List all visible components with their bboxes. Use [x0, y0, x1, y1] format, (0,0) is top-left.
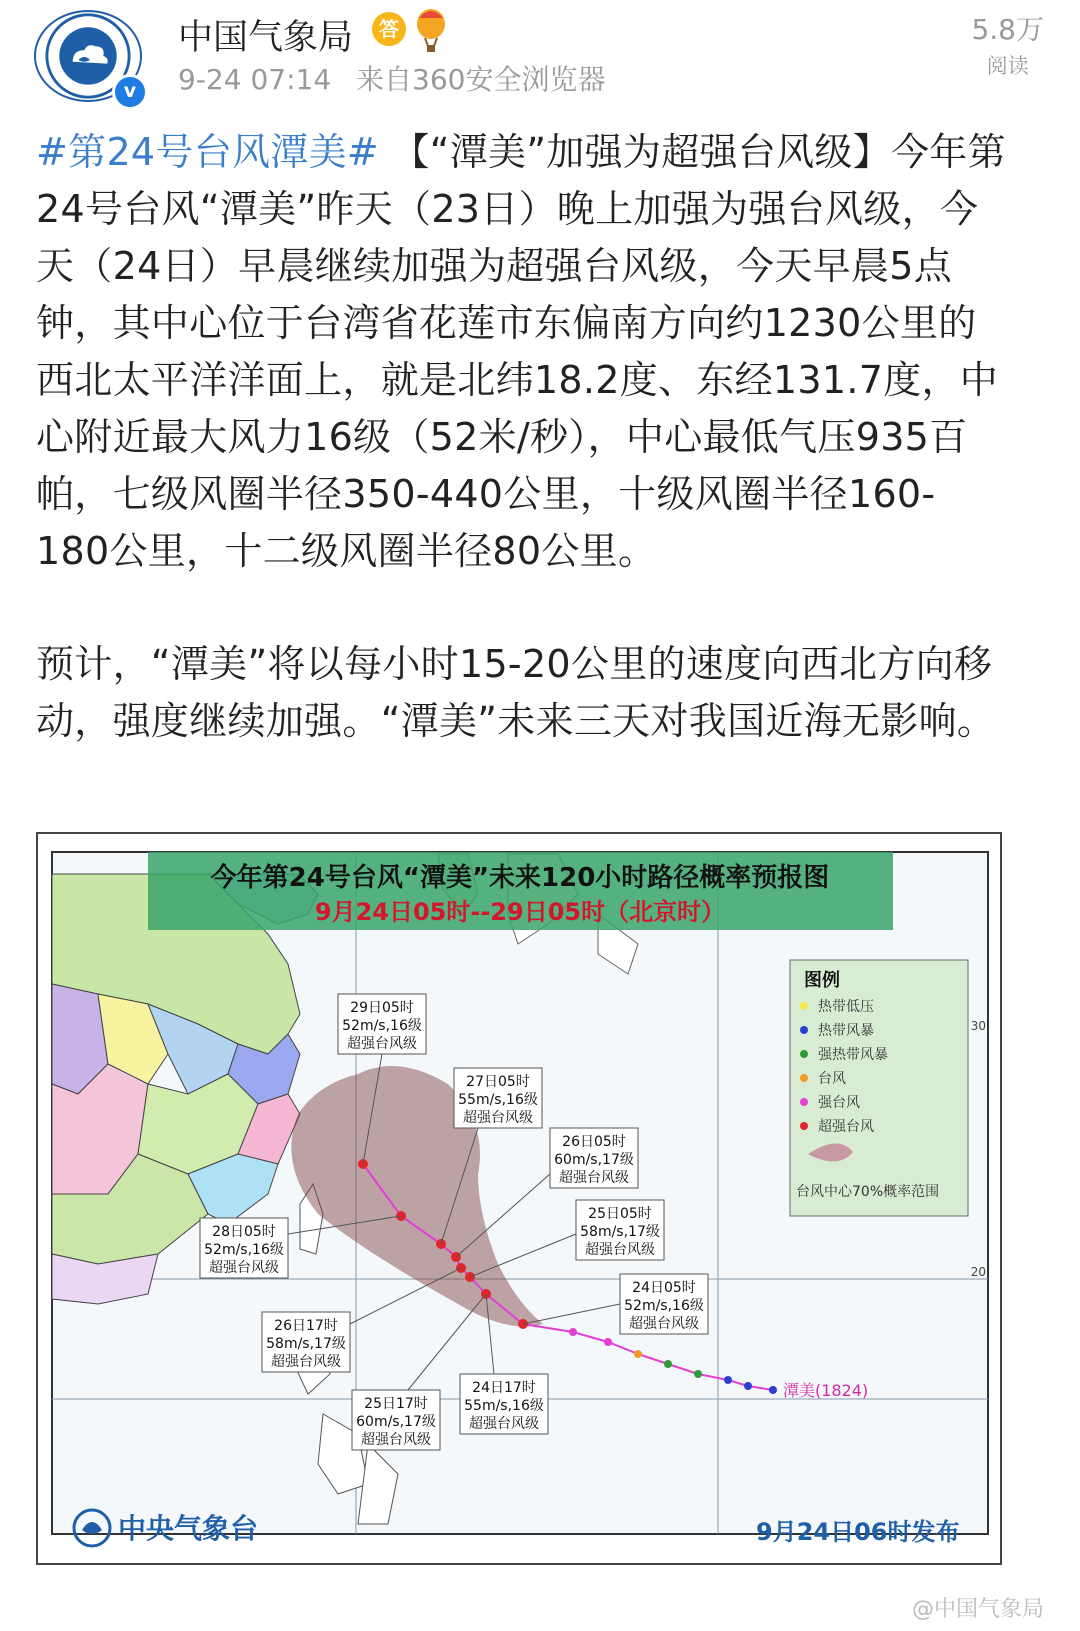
- annotation-24-05-speed: 52m/s,16级: [624, 1298, 704, 1314]
- view-count-number: 5.8万: [971, 13, 1044, 46]
- annotation-29-05-speed: 52m/s,16级: [342, 1018, 422, 1034]
- map-legend: [790, 960, 968, 1216]
- annotation-27-05-time: 27日05时: [466, 1074, 530, 1090]
- answer-badge-icon[interactable]: 答: [372, 12, 406, 46]
- legend-item-2: 热带风暴: [818, 1023, 874, 1039]
- annotation-24-17-speed: 55m/s,16级: [464, 1398, 544, 1414]
- annotation-25-05-speed: 58m/s,17级: [580, 1224, 660, 1240]
- annotation-29-05-cat: 超强台风级: [347, 1036, 417, 1052]
- typhoon-track-map[interactable]: [36, 832, 1002, 1565]
- post-body: [36, 124, 1008, 750]
- annotation-26-05-time: 26日05时: [562, 1134, 626, 1150]
- verified-badge-icon: v: [112, 74, 148, 110]
- legend-item-1: 热带低压: [818, 999, 874, 1015]
- annotation-26-17-speed: 58m/s,17级: [266, 1336, 346, 1352]
- legend-item-5: 强台风: [818, 1095, 860, 1111]
- agency-name: 中央气象台: [118, 1512, 259, 1545]
- legend-cone-label: 台风中心70%概率范围: [796, 1184, 940, 1200]
- annotation-25-17-speed: 60m/s,17级: [356, 1414, 436, 1430]
- post-time: 9-24 07:14: [178, 63, 332, 96]
- view-count: [971, 8, 1044, 80]
- post-paragraph-2: 预计，“潭美”将以每小时15-20公里的速度向西北方向移动，强度继续加强。“潭美”未来三天对我国近海无影响。: [36, 642, 996, 743]
- annotation-25-17-time: 25日17时: [364, 1396, 428, 1412]
- annotation-26-17-time: 26日17时: [274, 1318, 338, 1334]
- issue-time: 9月24日06时发布: [756, 1518, 960, 1546]
- annotation-24-05-time: 24日05时: [632, 1280, 696, 1296]
- annotation-24-17-time: 24日17时: [472, 1380, 536, 1396]
- lat-label-30: 30: [970, 1019, 986, 1033]
- legend-item-4: 台风: [818, 1071, 846, 1087]
- legend-item-3: 强热带风暴: [818, 1047, 888, 1063]
- annotation-24-05-cat: 超强台风级: [629, 1316, 699, 1332]
- view-count-label: 阅读: [986, 54, 1029, 78]
- annotation-25-17-cat: 超强台风级: [361, 1432, 431, 1448]
- storm-label: 潭美(1824): [783, 1381, 869, 1400]
- hot-air-balloon-icon[interactable]: [414, 8, 448, 54]
- annotation-26-17-cat: 超强台风级: [271, 1354, 341, 1370]
- post-source: 来自360安全浏览器: [356, 63, 606, 96]
- annotation-28-05-cat: 超强台风级: [209, 1260, 279, 1276]
- post-text-1: 【“潭美”加强为超强台风级】今年第24号台风“潭美”昨天（23日）晚上加强为强台风级，今天（24日）早晨继续加强为超强台风级，今天早晨5点钟，其中心位于台湾省花莲市东偏南方向约1230公里的西北太平洋洋面上，就是北纬18.2度、东经131.7度，中心附近最大风力16级（52米/秒），中心最低气压935百帕，七级风圈半径350-440公里，十级风圈半径160-180公里，十二级风圈半径80公里。: [36, 130, 1006, 573]
- lat-label-20: 20: [970, 1265, 986, 1279]
- annotation-24-17-cat: 超强台风级: [469, 1416, 539, 1432]
- annotation-28-05-speed: 52m/s,16级: [204, 1242, 284, 1258]
- annotation-27-05-speed: 55m/s,16级: [458, 1092, 538, 1108]
- annotation-25-05-cat: 超强台风级: [585, 1242, 655, 1258]
- annotation-25-05-time: 25日05时: [588, 1206, 652, 1222]
- map-title: 今年第24号台风“潭美”未来120小时路径概率预报图: [210, 863, 830, 893]
- annotation-28-05-time: 28日05时: [212, 1224, 276, 1240]
- annotation-29-05-time: 29日05时: [350, 1000, 414, 1016]
- author-name[interactable]: 中国气象局: [178, 18, 354, 58]
- annotation-27-05-cat: 超强台风级: [463, 1110, 533, 1126]
- map-svg: [38, 834, 1000, 1563]
- annotation-26-05-speed: 60m/s,17级: [554, 1152, 634, 1168]
- watermark: @中国气象局: [911, 1597, 1044, 1622]
- hashtag-link[interactable]: #第24号台风潭美#: [36, 130, 380, 174]
- legend-title: 图例: [804, 970, 840, 991]
- post-meta: [178, 58, 622, 98]
- annotation-26-05-cat: 超强台风级: [559, 1170, 629, 1186]
- legend-item-6: 超强台风: [818, 1119, 874, 1135]
- map-subtitle: 9月24日05时--29日05时（北京时）: [314, 898, 726, 926]
- post-paragraph-1: [36, 124, 1008, 580]
